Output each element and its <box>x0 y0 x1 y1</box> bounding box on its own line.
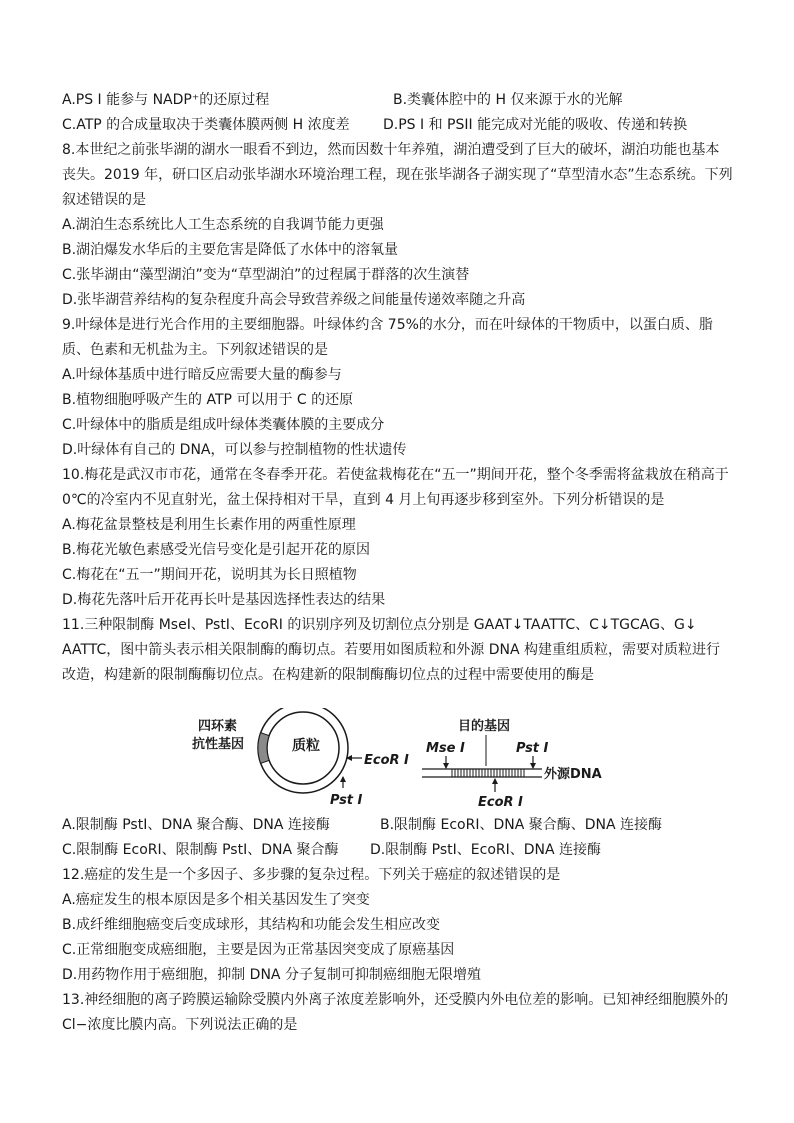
foreign-dna-strand <box>422 769 542 777</box>
q10-stem-line2: 0℃的冷室内不见直射光，盆土保持相对干旱，直到 4 月上旬再逐步移到室外。下列分析错误的是 <box>62 492 665 508</box>
q7-option-c: C.ATP 的合成量取决于类囊体膜两侧 H 浓度差 <box>62 117 350 133</box>
psti-dna-label: Pst Ⅰ <box>516 741 549 756</box>
q7-option-a: A.PS I 能参与 NADP⁺的还原过程 <box>62 92 270 108</box>
target-gene-region <box>452 769 524 777</box>
q11-option-b: B.限制酶 EcoRI、DNA 聚合酶、DNA 连接酶 <box>380 817 663 833</box>
q12-option-b: B.成纤维细胞癌变后变成球形，其结构和功能会发生相应改变 <box>62 917 441 933</box>
ecori-plasmid-label: EcoR Ⅰ <box>364 753 409 768</box>
q12-option-d: D.用药物作用于癌细胞，抑制 DNA 分子复制可抑制癌细胞无限增殖 <box>62 967 481 983</box>
q9-option-d: D.叶绿体有自己的 DNA，可以参与控制植物的性状遗传 <box>62 442 407 458</box>
q8-option-a: A.湖泊生态系统比人工生态系统的自我调节能力更强 <box>62 217 384 233</box>
q9-option-a: A.叶绿体基质中进行暗反应需要大量的酶参与 <box>62 367 342 383</box>
q8-stem-line3: 叙述错误的是 <box>62 192 146 208</box>
plasmid-label: 质粒 <box>292 738 320 754</box>
q9-option-b: B.植物细胞呼吸产生的 ATP 可以用于 C 的还原 <box>62 392 354 408</box>
msei-label: Mse Ⅰ <box>426 741 465 756</box>
q11-stem-line3: 改造，构建新的限制酶酶切位点。在构建新的限制酶酶切位点的过程中需要使用的酶是 <box>62 667 594 683</box>
q13-stem-line2: Cl−浓度比膜内高。下列说法正确的是 <box>62 1017 298 1033</box>
q10-option-b: B.梅花光敏色素感受光信号变化是引起开花的原因 <box>62 542 371 558</box>
q8-stem-line2: 丧失。2019 年，研口区启动张毕湖水环境治理工程，现在张毕湖各子湖实现了“草型清水态”生态系统。下列 <box>62 167 733 183</box>
q11-option-d: D.限制酶 PstI、EcoRI、DNA 连接酶 <box>370 842 602 858</box>
q11-option-a: A.限制酶 PstI、DNA 聚合酶、DNA 连接酶 <box>62 817 330 833</box>
q11-stem-line2: AATTC，图中箭头表示相关限制酶的酶切点。若要用如图质粒和外源 DNA 构建重组质粒，需要对质粒进行 <box>62 642 720 658</box>
plasmid-dna-figure <box>190 708 610 812</box>
q7-option-b: B.类囊体腔中的 H 仅来源于水的光解 <box>393 92 623 108</box>
q10-option-d: D.梅花先落叶后开花再长叶是基因选择性表达的结果 <box>62 592 386 608</box>
tet-resistance-label-line1: 四环素 <box>198 719 238 734</box>
q10-option-c: C.梅花在“五一”期间开花，说明其为长日照植物 <box>62 567 357 583</box>
q8-option-b: B.湖泊爆发水华后的主要危害是降低了水体中的溶氧量 <box>62 242 399 258</box>
q9-option-c: C.叶绿体中的脂质是组成叶绿体类囊体膜的主要成分 <box>62 417 385 433</box>
q11-stem-line1: 11.三种限制酶 MseI、PstI、EcoRI 的识别序列及切割位点分别是 GAAT↓TAATTC、C↓TGCAG、G↓ <box>62 617 697 633</box>
q12-option-a: A.癌症发生的根本原因是多个相关基因发生了突变 <box>62 892 370 908</box>
tet-resistance-label-line2: 抗性基因 <box>192 737 245 752</box>
q11-option-c: C.限制酶 EcoRI、限制酶 PstI、DNA 聚合酶 <box>62 842 339 858</box>
psti-plasmid-label: Pst Ⅰ <box>330 793 363 808</box>
q8-option-c: C.张毕湖由“藻型湖泊”变为“草型湖泊”的过程属于群落的次生演替 <box>62 267 470 283</box>
q7-option-d: D.PS I 和 PSII 能完成对光能的吸收、传递和转换 <box>383 117 688 133</box>
ecori-dna-label: EcoR Ⅰ <box>478 795 523 810</box>
ecori-dna-arrowhead <box>492 778 498 784</box>
q8-stem-line1: 8.本世纪之前张毕湖的湖水一眼看不到边，然而因数十年养殖，湖泊遭受到了巨大的破坏，湖泊功能也基本 <box>62 142 720 158</box>
q10-option-a: A.梅花盆景整枝是利用生长素作用的两重性原理 <box>62 517 356 533</box>
psti-plasmid-arrowhead <box>340 776 346 782</box>
q9-stem-line2: 质、色素和无机盐为主。下列叙述错误的是 <box>62 342 328 358</box>
q12-stem: 12.癌症的发生是一个多因子、多步骤的复杂过程。下列关于癌症的叙述错误的是 <box>62 867 561 883</box>
psti-dna-arrowhead <box>530 763 536 769</box>
msei-arrowhead <box>443 763 449 769</box>
target-gene-label: 目的基因 <box>458 719 511 734</box>
q12-option-c: C.正常细胞变成癌细胞，主要是因为正常基因突变成了原癌基因 <box>62 942 455 958</box>
q8-option-d: D.张毕湖营养结构的复杂程度升高会导致营养级之间能量传递效率随之升高 <box>62 292 526 308</box>
foreign-dna-label: 外源DNA <box>544 767 602 782</box>
q9-stem-line1: 9.叶绿体是进行光合作用的主要细胞器。叶绿体约含 75%的水分，而在叶绿体的干物质中，以蛋白质、脂 <box>62 317 713 333</box>
q10-stem-line1: 10.梅花是武汉市市花，通常在冬春季开花。若使盆栽梅花在“五一”期间开花，整个冬季需将盆栽放在稍高于 <box>62 467 729 483</box>
q13-stem-line1: 13.神经细胞的离子跨膜运输除受膜内外离子浓度差影响外，还受膜内外电位差的影响。已知神经细胞膜外的 <box>62 992 729 1008</box>
